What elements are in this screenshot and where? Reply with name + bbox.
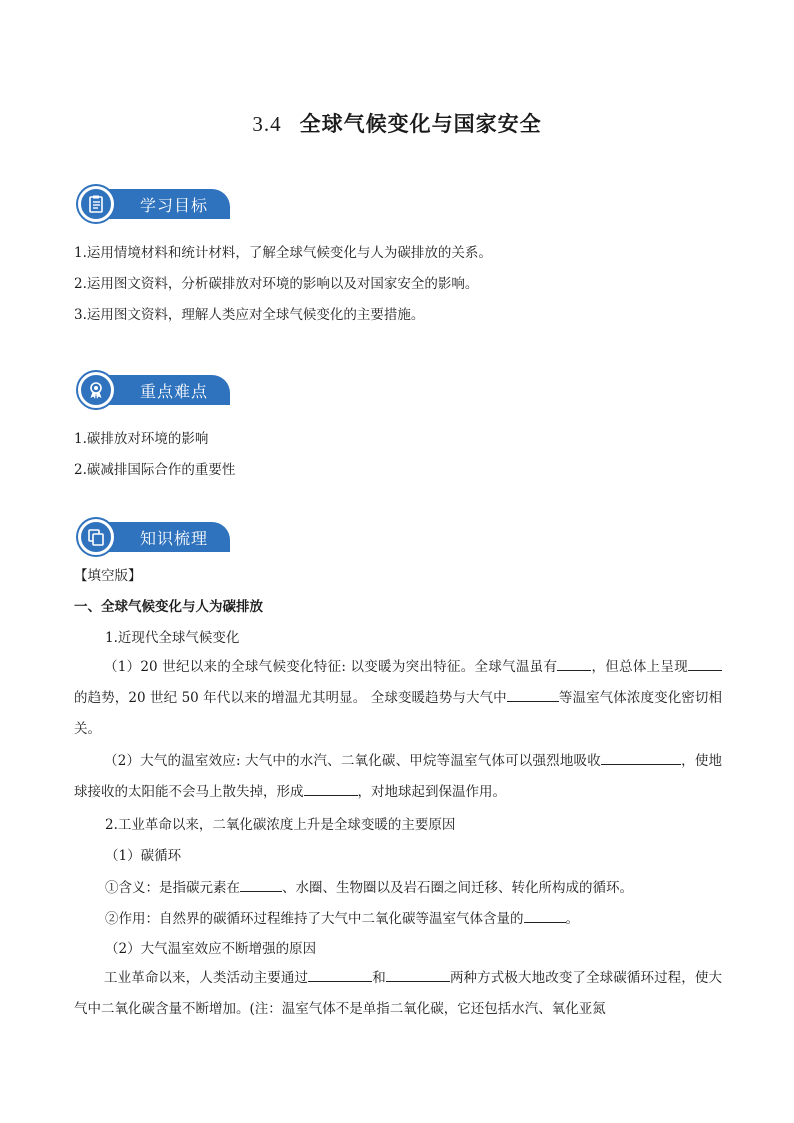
key-point-item-2: 2.碳减排国际合作的重要性 bbox=[74, 462, 236, 478]
heading-1-2: 2.工业革命以来，二氧化碳浓度上升是全球变暖的主要原因 bbox=[105, 817, 456, 833]
key-points-label: 重点难点 bbox=[100, 375, 230, 405]
paragraph-3 bbox=[74, 963, 722, 1025]
c2-text-b: 。 bbox=[565, 911, 579, 927]
version-label: 【填空版】 bbox=[74, 568, 142, 584]
c2-text-a: ②作用：自然界的碳循环过程维持了大气中二氧化碳等温室气体含量的 bbox=[105, 911, 524, 927]
heading-greenhouse: （2）大气温室效应不断增强的原因 bbox=[105, 941, 317, 957]
key-points-banner bbox=[78, 373, 230, 407]
p1-text-c: 的趋势，20 世纪 50 年代以来的增温尤其明显。 全球变暖趋势与大气中 bbox=[74, 690, 507, 706]
page-title bbox=[0, 108, 794, 138]
title-text: 全球气候变化与国家安全 bbox=[299, 111, 542, 136]
fill-blank[interactable] bbox=[688, 656, 722, 671]
goal-item-2: 2.运用图文资料，分析碳排放对环境的影响以及对国家安全的影响。 bbox=[74, 276, 479, 292]
p2-text-a: （2）大气的温室效应: 大气中的水汽、二氧化碳、甲烷等温室气体可以强烈地吸收 bbox=[104, 753, 601, 769]
fill-blank[interactable] bbox=[557, 656, 591, 671]
fill-blank[interactable] bbox=[601, 750, 681, 765]
heading-carbon-cycle: （1）碳循环 bbox=[105, 848, 182, 864]
fill-blank[interactable] bbox=[240, 877, 282, 892]
c1-text-a: ①含义：是指碳元素在 bbox=[105, 880, 240, 896]
fill-blank[interactable] bbox=[507, 687, 559, 702]
paragraph-1 bbox=[74, 652, 722, 745]
g1-text-b: 和 bbox=[372, 970, 386, 986]
g1-text-a: 工业革命以来，人类活动主要通过 bbox=[104, 970, 309, 986]
p1-text-d: 等温室气体浓度变化密切相关。 bbox=[74, 690, 722, 737]
p2-text-b: ，使地球接收的太阳能不会马上散失掉，形成 bbox=[74, 753, 723, 800]
carbon-meaning bbox=[105, 877, 633, 898]
p1-text-a: （1）20 世纪以来的全球气候变化特征: 以变暖为突出特征。全球气温虽有 bbox=[104, 659, 558, 675]
clipboard-icon bbox=[78, 186, 114, 222]
goal-item-1: 1.运用情境材料和统计材料，了解全球气候变化与人为碳排放的关系。 bbox=[74, 245, 492, 261]
c1-text-b: 、水圈、生物圈以及岩石圈之间迁移、转化所构成的循环。 bbox=[282, 880, 633, 896]
paragraph-2 bbox=[74, 746, 722, 808]
heading-1-1: 1.近现代全球气候变化 bbox=[105, 630, 240, 646]
award-ribbon-icon bbox=[78, 372, 114, 408]
goals-label: 学习目标 bbox=[100, 189, 230, 219]
g1-text-c: 两种方式极大地改变了全球碳循环过程，使大气中二氧化碳含量不断增加。(注：温室气体不是单指二氧化碳，它还包括水汽、氧化亚氮 bbox=[74, 970, 723, 1017]
p1-text-b: ，但总体上呈现 bbox=[591, 659, 688, 675]
fill-blank[interactable] bbox=[304, 781, 358, 796]
section-number: 3.4 bbox=[252, 112, 282, 136]
carbon-function bbox=[105, 908, 579, 929]
documents-icon bbox=[78, 519, 114, 555]
knowledge-banner bbox=[78, 520, 230, 554]
goal-item-3: 3.运用图文资料，理解人类应对全球气候变化的主要措施。 bbox=[74, 307, 425, 323]
fill-blank[interactable] bbox=[308, 967, 372, 982]
fill-blank[interactable] bbox=[386, 967, 450, 982]
heading-1: 一、全球气候变化与人为碳排放 bbox=[74, 599, 263, 615]
key-point-item-1: 1.碳排放对环境的影响 bbox=[74, 431, 209, 447]
fill-blank[interactable] bbox=[524, 908, 566, 923]
p2-text-c: ，对地球起到保温作用。 bbox=[357, 784, 506, 800]
goals-banner bbox=[78, 187, 230, 221]
knowledge-label: 知识梳理 bbox=[100, 522, 230, 552]
